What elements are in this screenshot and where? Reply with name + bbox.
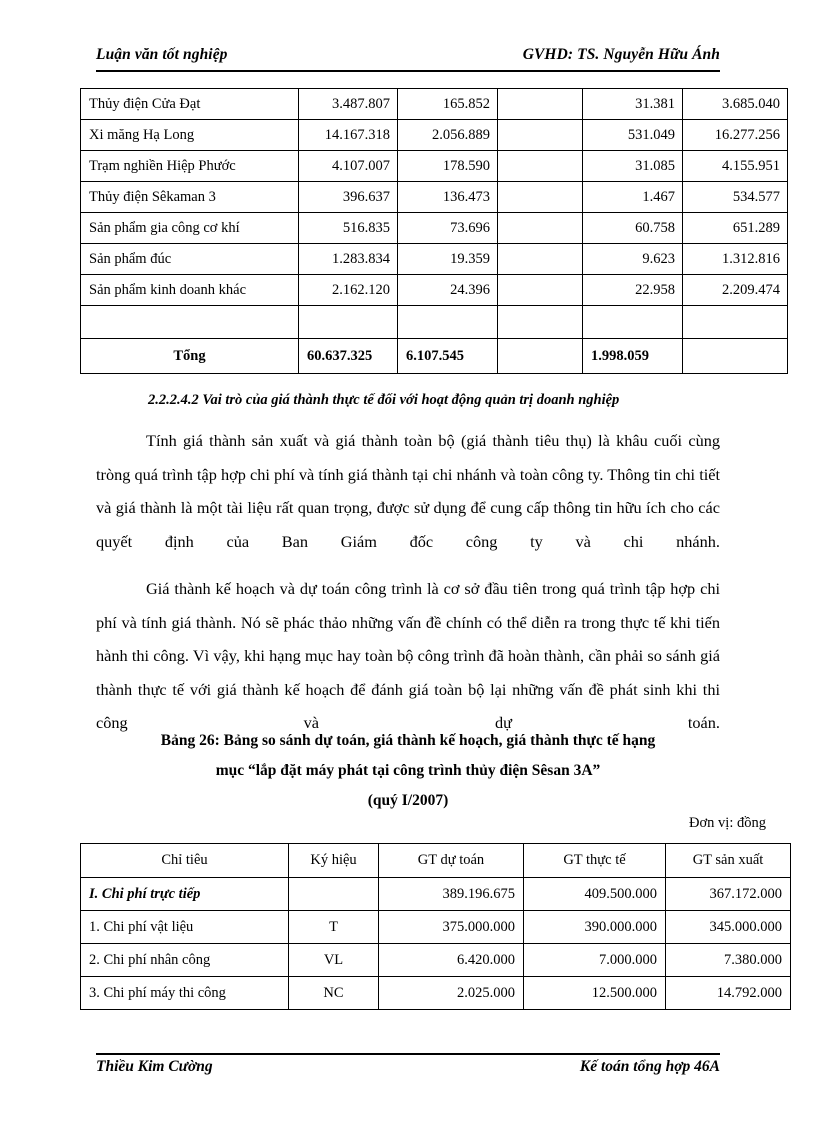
row-label: Thủy điện Sêkaman 3 — [81, 182, 299, 213]
row-value: 178.590 — [398, 151, 498, 182]
row-value: 2.162.120 — [299, 275, 398, 306]
row-value: 409.500.000 — [524, 878, 666, 911]
row-value: T — [289, 911, 379, 944]
header-divider-rule — [96, 70, 720, 72]
row-label: 2. Chi phí nhân công — [81, 944, 289, 977]
spacer-cell — [583, 306, 683, 339]
caption-line-2: mục “lắp đặt máy phát tại công trình thủy điện Sêsan 3A” — [215, 762, 601, 779]
row-value: 16.277.256 — [683, 120, 788, 151]
total-label: Tổng — [81, 339, 299, 374]
footer-right-text: Kế toán tổng hợp 46A — [579, 1058, 720, 1075]
total-value: 1.998.059 — [583, 339, 683, 374]
row-value: 6.420.000 — [379, 944, 524, 977]
row-value: 4.155.951 — [683, 151, 788, 182]
row-value: 60.758 — [583, 213, 683, 244]
row-value: 7.000.000 — [524, 944, 666, 977]
body-paragraph-1 — [96, 424, 720, 592]
row-value: 345.000.000 — [666, 911, 791, 944]
caption-line-3: (quý I/2007) — [367, 792, 449, 809]
caption-line-1: Bảng 26: Bảng so sánh dự toán, giá thành kế hoạch, giá thành thực tế hạng — [160, 732, 656, 749]
row-label: 3. Chi phí máy thi công — [81, 977, 289, 1010]
spacer-cell — [299, 306, 398, 339]
row-value: VL — [289, 944, 379, 977]
row-label: Sản phẩm đúc — [81, 244, 299, 275]
row-label: Sản phẩm kinh doanh khác — [81, 275, 299, 306]
row-value-empty — [498, 89, 583, 120]
row-label: Sản phẩm gia công cơ khí — [81, 213, 299, 244]
table-spacer-row — [81, 306, 788, 339]
table-row — [81, 944, 791, 977]
row-value: 1.283.834 — [299, 244, 398, 275]
row-value-empty — [498, 244, 583, 275]
row-value: 390.000.000 — [524, 911, 666, 944]
row-value: 375.000.000 — [379, 911, 524, 944]
row-value: 7.380.000 — [666, 944, 791, 977]
row-value: 12.500.000 — [524, 977, 666, 1010]
row-value: 531.049 — [583, 120, 683, 151]
row-value: 9.623 — [583, 244, 683, 275]
row-value: 2.025.000 — [379, 977, 524, 1010]
row-value: 1.467 — [583, 182, 683, 213]
row-value: 2.056.889 — [398, 120, 498, 151]
running-footer — [96, 1058, 720, 1076]
footer-divider-rule — [96, 1053, 720, 1055]
paragraph-text: Tính giá thành sản xuất và giá thành toàn bộ (giá thành tiêu thụ) là khâu cuối cùng tròng quá trình tập hợp chi phí và tính giá thành tại chi nhánh và toàn công ty. Thông tin chi tiết và giá thành là một tài liệu rất quan trọng, được sử dụng để cung cấp thông tin hữu ích cho các quyết định của Ban Giám đốc công ty và chi nhánh. — [96, 431, 720, 551]
row-label: Trạm nghiền Hiệp Phước — [81, 151, 299, 182]
column-header: Chỉ tiêu — [81, 844, 289, 878]
row-value: NC — [289, 977, 379, 1010]
row-value: 367.172.000 — [666, 878, 791, 911]
row-value: 24.396 — [398, 275, 498, 306]
table-row — [81, 120, 788, 151]
table-row — [81, 151, 788, 182]
row-label: I. Chi phí trực tiếp — [81, 878, 289, 911]
paragraph-text: Giá thành kế hoạch và dự toán công trình là cơ sở đầu tiên trong quá trình tập hợp chi phí và tính giá thành. Nó sẽ phác thảo những vấn đề chính có thể diễn ra trong thực tế khi tiến hành thi công. Vì vậy, khi hạng mục hay toàn bộ công trình đã hoàn thành, cần phải so sánh giá thành thực tế với giá thành kế hoạch để đánh giá toàn bộ lại những vấn đề phát sinh khi thi công và dự toán. — [96, 579, 720, 732]
row-value: 516.835 — [299, 213, 398, 244]
row-value: 136.473 — [398, 182, 498, 213]
row-value-empty — [498, 151, 583, 182]
row-value: 534.577 — [683, 182, 788, 213]
table-row — [81, 911, 791, 944]
row-value: 3.487.807 — [299, 89, 398, 120]
column-header: Ký hiệu — [289, 844, 379, 878]
row-value: 1.312.816 — [683, 244, 788, 275]
table-row — [81, 182, 788, 213]
footer-left-text: Thiều Kim Cường — [96, 1058, 213, 1075]
row-value: 22.958 — [583, 275, 683, 306]
table-row — [81, 275, 788, 306]
row-value: 2.209.474 — [683, 275, 788, 306]
row-value — [289, 878, 379, 911]
cost-breakdown-table — [80, 88, 788, 374]
column-header: GT thực tế — [524, 844, 666, 878]
table-row — [81, 89, 788, 120]
row-value-empty — [498, 213, 583, 244]
total-value: 60.637.325 — [299, 339, 398, 374]
spacer-cell — [398, 306, 498, 339]
running-header — [96, 46, 720, 64]
unit-note: Đơn vị: đồng — [689, 815, 766, 831]
spacer-cell — [498, 306, 583, 339]
row-value-empty — [498, 120, 583, 151]
row-value: 396.637 — [299, 182, 398, 213]
spacer-cell — [683, 306, 788, 339]
row-label: 1. Chi phí vật liệu — [81, 911, 289, 944]
row-value-empty — [498, 182, 583, 213]
table-row — [81, 213, 788, 244]
row-value: 31.085 — [583, 151, 683, 182]
row-value: 31.381 — [583, 89, 683, 120]
table-header-row — [81, 844, 791, 878]
row-value: 651.289 — [683, 213, 788, 244]
header-right-text: GVHD: TS. Nguyễn Hữu Ánh — [522, 46, 720, 63]
row-value: 14.792.000 — [666, 977, 791, 1010]
spacer-cell — [81, 306, 299, 339]
row-value: 19.359 — [398, 244, 498, 275]
row-value: 14.167.318 — [299, 120, 398, 151]
row-label: Xi măng Hạ Long — [81, 120, 299, 151]
column-header: GT dự toán — [379, 844, 524, 878]
total-value-empty — [683, 339, 788, 374]
row-label: Thủy điện Cửa Đạt — [81, 89, 299, 120]
total-value: 6.107.545 — [398, 339, 498, 374]
row-value: 389.196.675 — [379, 878, 524, 911]
row-value: 73.696 — [398, 213, 498, 244]
table-caption — [96, 726, 720, 816]
column-header: GT sản xuất — [666, 844, 791, 878]
row-value: 3.685.040 — [683, 89, 788, 120]
row-value: 165.852 — [398, 89, 498, 120]
table-total-row — [81, 339, 788, 374]
header-left-text: Luận văn tốt nghiệp — [96, 46, 228, 63]
table-row — [81, 977, 791, 1010]
table-row — [81, 244, 788, 275]
total-value-empty — [498, 339, 583, 374]
row-value-empty — [498, 275, 583, 306]
table-row — [81, 878, 791, 911]
row-value: 4.107.007 — [299, 151, 398, 182]
cost-comparison-table — [80, 843, 791, 1010]
section-heading: 2.2.2.4.2 Vai trò của giá thành thực tế đối với hoạt động quản trị doanh nghiệp — [148, 392, 620, 408]
